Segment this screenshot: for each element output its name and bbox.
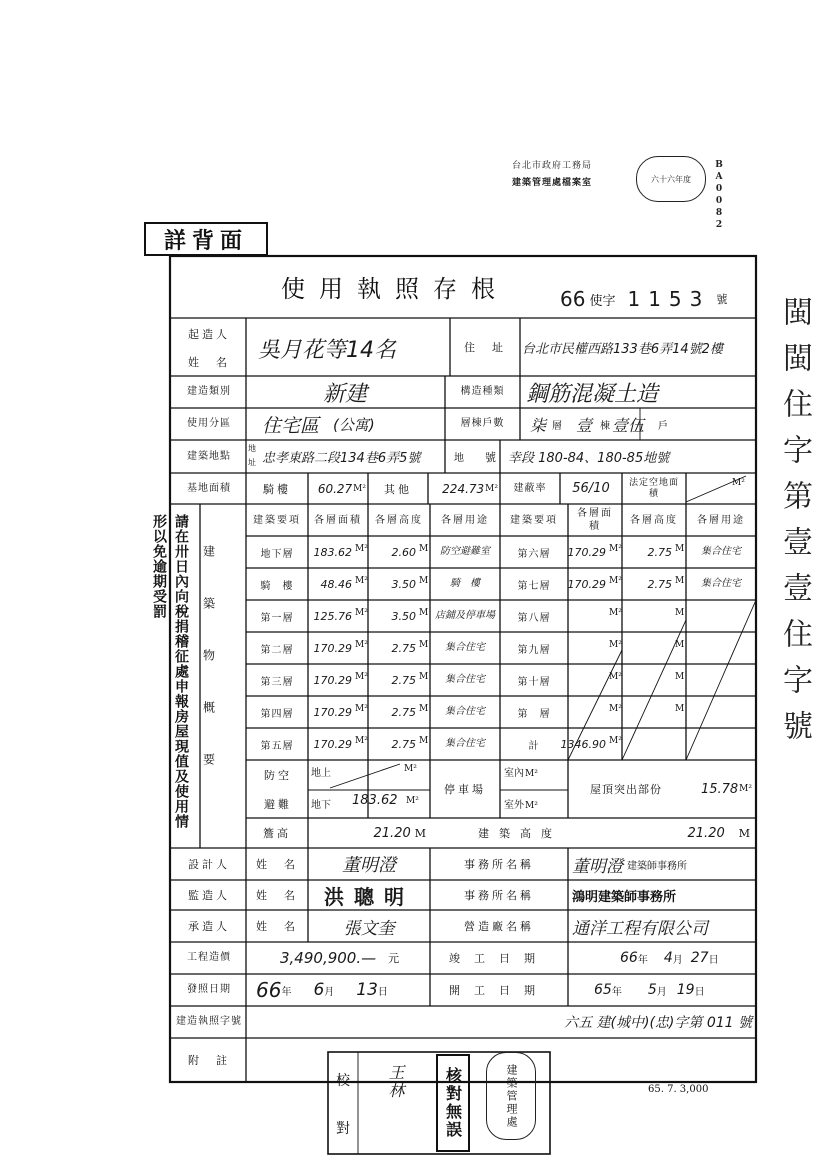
issue-month-unit: 月 (324, 986, 335, 998)
floor-height-unit: M (419, 640, 429, 650)
floor-table-header-cell: 各層高度 (630, 514, 678, 526)
floor-height: 2.75 (391, 705, 416, 719)
form-title: 使用執照存根 (281, 274, 509, 303)
site-small-a: 地 (248, 444, 256, 453)
designer-office (572, 848, 754, 880)
zoning-note: (公寓) (333, 415, 375, 434)
archive-code: BA0082 (714, 160, 724, 232)
floor-table-header-cell: 各層面積 (577, 508, 613, 532)
other-label: 其他 (384, 482, 412, 496)
eaves-value-cell (308, 818, 430, 848)
building-height-label: 建築高度 (478, 827, 562, 840)
floor-use: 集合住宅 (445, 642, 485, 653)
floor-table-header-cell: 各層面積 (314, 514, 362, 526)
issue-day-unit: 日 (377, 986, 388, 998)
parking-indoor-label: 室內 (504, 768, 524, 779)
floor-name: 第五層 (260, 740, 294, 752)
building-height-value: 21.20 (687, 825, 725, 841)
completion-month: 4 (663, 950, 673, 966)
arcade-label: 騎樓 (263, 482, 291, 496)
permit-label: 建造執照字號 (176, 1016, 242, 1028)
check-label (330, 1056, 356, 1152)
contractor-firm-label: 營造廠名稱 (464, 920, 534, 933)
floor-height-unit: M (419, 544, 429, 554)
roof-label: 屋頂突出部份 (590, 783, 662, 796)
start-day-unit: 日 (694, 986, 705, 998)
floor-area-unit: M² (609, 576, 622, 586)
floor-height-unit: M (419, 704, 429, 714)
floor-area: 170.29 (313, 641, 352, 655)
type-value: 新建 (322, 381, 367, 407)
floor-height (622, 632, 674, 664)
contractor-name-label: 姓 名 (256, 920, 298, 933)
building-height-cell (610, 818, 754, 848)
floor-use: 集合住宅 (701, 578, 741, 589)
floor-area-unit: M² (355, 704, 368, 714)
margin-right-text: 閩閩住字第壹壹住字號 (777, 296, 812, 756)
permit-value: 六五 建(城中)(忠)字第 011 號 (564, 1015, 752, 1031)
floor-use: 集合住宅 (445, 706, 485, 717)
floor-name: 第一層 (260, 612, 294, 624)
floor-table-header-cell: 各層高度 (375, 514, 423, 526)
floor-height-unit: M (419, 736, 429, 746)
zoning-label: 使用分區 (187, 418, 231, 430)
floor-area-unit: M² (355, 736, 368, 746)
shelter-below-value: 183.62 (352, 793, 398, 808)
contractor-label: 承造人 (188, 920, 230, 933)
floor-name: 第 層 (517, 708, 551, 720)
floor-use (686, 632, 756, 664)
lot-small: 地 (454, 453, 464, 464)
floor-area-unit: M² (609, 672, 622, 682)
floor-name: 第九層 (517, 644, 551, 656)
floor-height-unit: M (675, 672, 685, 682)
floor-height: 2.75 (391, 737, 416, 751)
floor-use: 集合住宅 (701, 546, 741, 557)
license-number (560, 284, 756, 314)
structure-label: 構造種類 (460, 386, 505, 398)
floor-area: 48.46 (320, 577, 352, 591)
floor-use: 集合住宅 (445, 674, 485, 685)
issue-year: 66 (256, 978, 282, 1002)
units-unit: 戶 (658, 420, 669, 432)
completion-day-unit: 日 (708, 954, 719, 966)
floor-use (686, 664, 756, 696)
legal-open-label: 法定空地面積 (628, 478, 679, 499)
completion-year-unit: 年 (637, 954, 648, 966)
floor-height: 3.50 (391, 577, 416, 591)
start-year-unit: 年 (611, 986, 622, 998)
applicant-label-top: 起造人 (188, 328, 230, 341)
completion-date (580, 942, 756, 974)
applicant-value: 吳月花等14名 (258, 337, 396, 363)
floor-area-unit: M² (609, 704, 622, 714)
floor-area: 170.29 (567, 577, 606, 591)
floor-area (568, 664, 608, 696)
lot-value: 幸段 180-84、180-85地號 (508, 451, 670, 466)
floor-area-unit: M² (355, 640, 368, 650)
floor-area-unit: M² (355, 608, 368, 618)
shelter-below-label: 地下 (311, 800, 331, 811)
contractor-firm: 通洋工程有限公司 (572, 918, 708, 939)
designer-office-name: 董明澄 (572, 856, 623, 877)
floor-area-unit: M² (609, 544, 622, 554)
floor-height-unit: M (675, 544, 685, 554)
floor-use: 集合住宅 (445, 738, 485, 749)
floor-height (622, 696, 674, 728)
completion-label: 竣工日期 (449, 952, 549, 965)
floor-name: 第六層 (517, 548, 551, 560)
lot-label-cell (450, 440, 500, 473)
floor-height-unit: M (419, 608, 429, 618)
floor-name: 騎 樓 (260, 580, 294, 592)
designer-office-suffix: 建築師事務所 (627, 860, 687, 872)
check-signature: 王林 (386, 1064, 405, 1100)
shelter-label-a: 防空 (264, 768, 292, 782)
parking-outdoor (504, 796, 538, 811)
issue-year-unit: 年 (281, 986, 292, 998)
issue-date (256, 974, 430, 1006)
roof-area (686, 760, 754, 818)
floor-area-unit: M² (609, 736, 622, 746)
arcade-area (308, 473, 368, 504)
parking-indoor-unit: M² (525, 769, 538, 779)
arcade-area-unit: M² (353, 483, 366, 494)
parking-label: 停車場 (444, 783, 486, 796)
floors-label: 層棟戶數 (460, 418, 505, 430)
floor-use (686, 696, 756, 728)
floor-table-header-cell: 各層用途 (697, 514, 745, 526)
coverage-label: 建蔽率 (513, 482, 547, 494)
floor-height: 2.75 (391, 641, 416, 655)
floor-name: 地下層 (260, 548, 294, 560)
floor-name: 計 (528, 740, 540, 752)
shelter-label-b: 避難 (264, 797, 292, 811)
floor-use: 防空避難室 (440, 546, 490, 557)
tax-notice: 請在卅日內向稅捐稽征處申報房屋現值及使用情形以免逾期受罰 (151, 514, 189, 829)
floor-name: 第七層 (517, 580, 551, 592)
archive-stamp-line2: 建築管理處檔案室 (512, 178, 593, 188)
floor-height (622, 664, 674, 696)
start-day: 19 (676, 982, 695, 998)
cost-value: 3,490,900.— (280, 949, 377, 967)
license-year: 66 (560, 287, 586, 311)
reverse-side-tag-text: 詳背面 (163, 227, 248, 254)
floor-area-unit: M² (355, 672, 368, 682)
shelter-below-unit: M² (406, 796, 419, 806)
floors-value (530, 408, 756, 440)
floor-name: 第八層 (517, 612, 551, 624)
other-area (428, 473, 500, 504)
issue-label: 發照日期 (187, 984, 231, 996)
eaves-value: 21.20 (373, 825, 411, 841)
supervisor-office: 鴻明建築師事務所 (572, 889, 677, 905)
floor-use (686, 728, 756, 760)
site-small-b: 址 (248, 458, 256, 467)
designer-name: 董明澄 (342, 855, 396, 876)
start-date (580, 974, 756, 1006)
floor-area (568, 600, 608, 632)
parking-outdoor-unit: M² (525, 801, 538, 811)
floors-unit: 層 (552, 420, 563, 432)
start-month: 5 (647, 982, 657, 998)
cost-label: 工程造價 (187, 952, 231, 964)
start-label: 開工日期 (449, 984, 549, 997)
issue-day: 13 (356, 980, 378, 1000)
roof-area-unit: M² (739, 784, 752, 794)
designer-name-label: 姓 名 (256, 858, 298, 871)
applicant-label-bottom: 姓 名 (188, 356, 230, 369)
floor-area: 1346.90 (560, 737, 606, 751)
zoning-value: 住宅區 (262, 414, 320, 437)
floor-area-unit: M² (355, 544, 368, 554)
check-label-a: 校 (336, 1073, 350, 1089)
shelter-above-label: 地上 (311, 768, 331, 779)
completion-year: 66 (620, 950, 638, 966)
start-month-unit: 月 (656, 986, 667, 998)
floor-area-unit: M² (609, 640, 622, 650)
applicant-label (172, 320, 246, 376)
completion-month-unit: 月 (672, 954, 683, 966)
completion-day: 27 (690, 950, 709, 966)
floor-height (622, 600, 674, 632)
floor-area: 125.76 (313, 609, 352, 623)
contractor-name: 張文奎 (343, 918, 395, 939)
floor-height-unit: M (675, 576, 685, 586)
license-word: 使字 (589, 293, 616, 309)
cost-unit: 元 (388, 952, 400, 965)
eaves-label: 簷高 (263, 827, 291, 840)
shelter-above-unit: M² (404, 764, 417, 774)
other-area-unit: M² (485, 483, 498, 494)
floor-height: 2.60 (391, 545, 416, 559)
floor-area: 170.29 (313, 737, 352, 751)
floor-area (568, 696, 608, 728)
floor-height: 3.50 (391, 609, 416, 623)
site-value: 忠孝東路二段134巷6弄5號 (262, 451, 421, 466)
structure-value: 鋼筋混凝土造 (526, 381, 659, 407)
floor-height-unit: M (419, 576, 429, 586)
license-serial: 1153 (627, 287, 711, 311)
floor-height: 2.75 (647, 545, 672, 559)
eaves-unit: M (414, 826, 426, 840)
floor-height: 2.75 (647, 577, 672, 591)
floor-height-unit: M (675, 704, 685, 714)
start-year: 65 (594, 982, 612, 998)
floor-use (686, 600, 756, 632)
supervisor-office-label: 事務所名稱 (464, 889, 534, 902)
building-height-unit: M (738, 826, 750, 840)
parking-outdoor-label: 室外 (504, 800, 524, 811)
floor-table-header-cell: 建築要項 (253, 514, 301, 526)
designer-label: 設計人 (188, 858, 230, 871)
note-label: 附 註 (188, 1054, 230, 1067)
floor-use: 店鋪及停車場 (435, 610, 495, 621)
supervisor-name: 洪聰明 (324, 884, 414, 909)
supervisor-name-label: 姓 名 (256, 889, 298, 902)
floor-height-unit: M (419, 672, 429, 682)
round-stamp-text: 六十六年度 (651, 174, 691, 184)
address-value: 台北市民權西路133巷6弄14號2樓 (522, 341, 723, 357)
floor-name: 第四層 (260, 708, 294, 720)
floor-area-unit: M² (355, 576, 368, 586)
floor-use: 騎 樓 (450, 578, 480, 589)
floor-area (568, 632, 608, 664)
license-suffix: 號 (716, 293, 728, 306)
floor-height-unit: M (675, 640, 685, 650)
floor-area-unit: M² (609, 608, 622, 618)
floor-height-unit: M (675, 608, 685, 618)
base-area-label: 基地面積 (187, 482, 231, 494)
approve-stamp: 核對無誤 (436, 1054, 470, 1152)
floor-name: 第十層 (517, 676, 551, 688)
arcade-area-value: 60.27 (317, 481, 353, 496)
issue-month: 6 (313, 980, 325, 1000)
floor-area: 183.62 (313, 545, 352, 559)
units-count: 壹伍 (612, 415, 645, 435)
designer-office-label: 事務所名稱 (464, 858, 534, 871)
floor-table-header-cell: 各層用途 (441, 514, 489, 526)
buildings-unit: 棟 (600, 420, 611, 432)
parking-indoor (504, 764, 538, 779)
site-label: 建築地點 (187, 450, 231, 462)
print-code: 65. 7. 3,000 (648, 1084, 709, 1095)
floor-name: 第二層 (260, 644, 294, 656)
floor-name: 第三層 (260, 676, 294, 688)
shelter-label (248, 760, 308, 818)
roof-area-value: 15.78 (700, 781, 739, 797)
site-small-labels (248, 442, 260, 472)
supervisor-label: 監造人 (188, 889, 230, 902)
floor-height: 2.75 (391, 673, 416, 687)
floor-table-header-cell: 建築要項 (510, 514, 558, 526)
other-area-value: 224.73 (442, 481, 485, 496)
address-label: 住 址 (464, 341, 506, 354)
cost-value-cell (280, 942, 430, 974)
floor-area: 170.29 (567, 545, 606, 559)
type-label: 建造類別 (187, 386, 231, 398)
building-overview-label: 建築物概要 (201, 545, 216, 805)
check-label-b: 對 (336, 1121, 350, 1137)
floors-count: 柒 (530, 415, 547, 435)
zoning-value-cell (262, 408, 444, 440)
archive-stamp-line1: 台北市政府工務局 (512, 161, 593, 171)
floor-area: 170.29 (313, 673, 352, 687)
lot-label: 號 (485, 450, 496, 464)
coverage-value: 56/10 (572, 481, 610, 496)
legal-open-unit: M² (732, 478, 745, 488)
red-seal: 建築管理處 (486, 1052, 536, 1140)
buildings-count: 壹 (576, 415, 593, 435)
floor-area: 170.29 (313, 705, 352, 719)
